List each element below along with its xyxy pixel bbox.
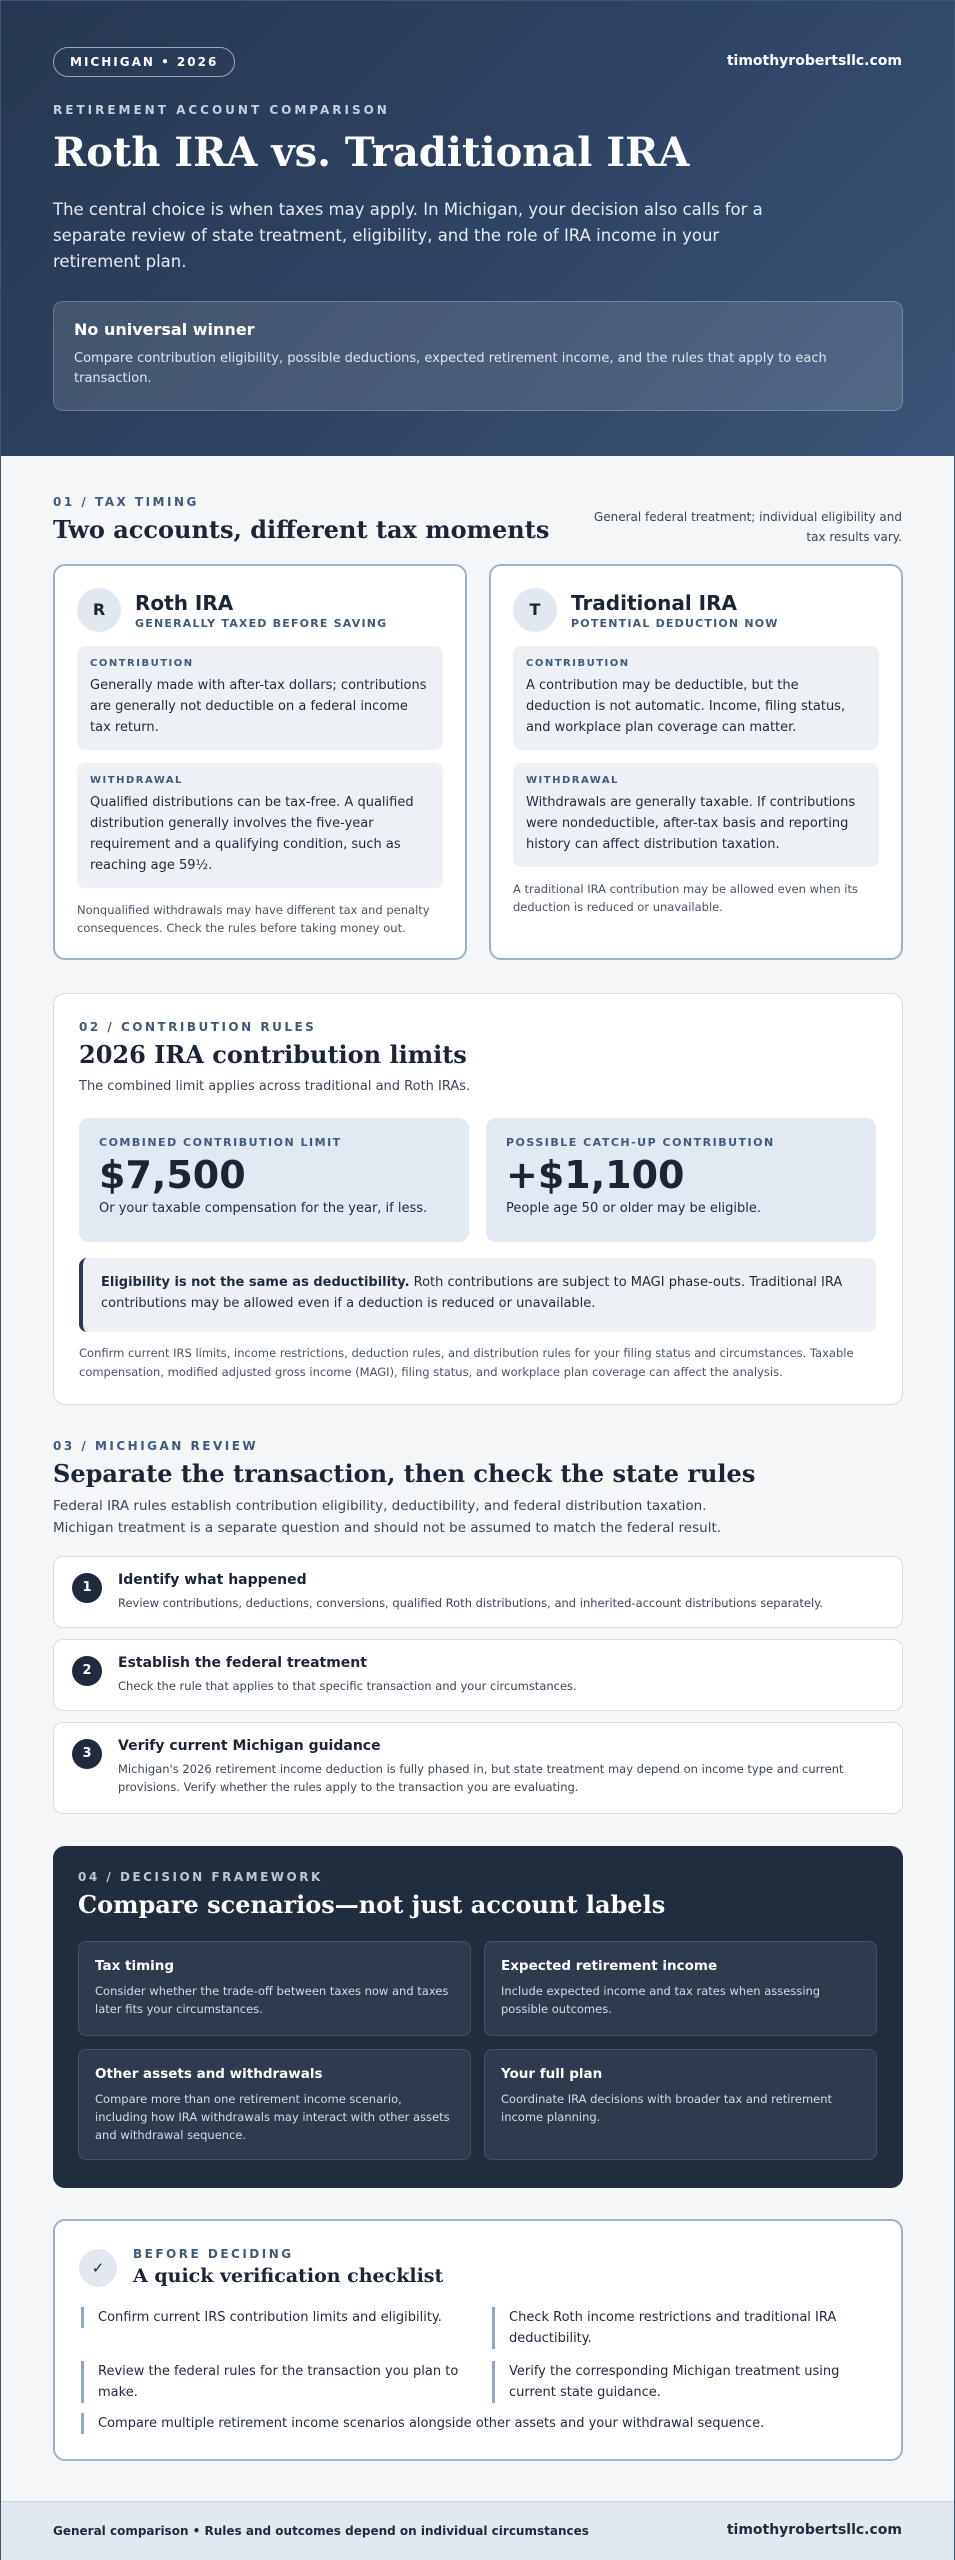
limits-subtitle: The combined limit applies across traditional and Roth IRAs. bbox=[79, 1079, 471, 1094]
traditional-withdrawal-text: Withdrawals are generally taxable. If contributions were nondeductible, after-tax basis and reporting history can affect distribution taxation. bbox=[526, 795, 856, 852]
tile-title: Other assets and withdrawals bbox=[95, 2066, 323, 2082]
combined-limit-stat bbox=[79, 1118, 469, 1242]
framework-tile bbox=[484, 1941, 877, 2036]
roth-ira-card bbox=[53, 564, 467, 960]
check-icon: ✓ bbox=[79, 2249, 117, 2287]
tile-text: Consider whether the trade-off between taxes now and taxes later fits your circumstances. bbox=[95, 1984, 449, 2016]
traditional-ira-subtitle: POTENTIAL DEDUCTION NOW bbox=[571, 616, 779, 630]
traditional-footnote: A traditional IRA contribution may be allowed even when its deduction is reduced or unavailable. bbox=[513, 882, 858, 914]
combined-limit-value: $7,500 bbox=[99, 1153, 246, 1197]
location-year-badge: MICHIGAN • 2026 bbox=[53, 47, 235, 77]
traditional-ira-card bbox=[489, 564, 903, 960]
tile-title: Tax timing bbox=[95, 1958, 175, 1974]
checklist-item: Verify the corresponding Michigan treatment using current state guidance. bbox=[492, 2361, 882, 2403]
traditional-contribution-box bbox=[513, 646, 879, 750]
roth-ira-name: Roth IRA bbox=[135, 590, 234, 615]
checklist-item: Compare multiple retirement income scenarios alongside other assets and your withdrawal sequence. bbox=[81, 2413, 881, 2434]
step-number: 2 bbox=[72, 1656, 102, 1686]
page-footer bbox=[1, 2501, 954, 2560]
step-text: Check the rule that applies to that specific transaction and your circumstances. bbox=[118, 1679, 577, 1693]
framework-tile bbox=[78, 1941, 471, 2036]
traditional-withdrawal-box bbox=[513, 763, 879, 867]
tax-timing-note: General federal treatment; individual eligibility and tax results vary. bbox=[593, 510, 902, 544]
framework-tile bbox=[78, 2049, 471, 2160]
step-title: Verify current Michigan guidance bbox=[118, 1738, 381, 1754]
verification-checklist bbox=[53, 2219, 903, 2461]
step-text: Review contributions, deductions, conversions, qualified Roth distributions, and inherited-account distributions separately. bbox=[118, 1596, 824, 1610]
callout-bold: Eligibility is not the same as deductibility. bbox=[101, 1275, 410, 1290]
hero-lede: The central choice is when taxes may apply. In Michigan, your decision also calls for a separate review of state treatment, eligibility, and the role of IRA income in your retirement plan. bbox=[53, 200, 763, 271]
hero-note-text: Compare contribution eligibility, possible deductions, expected retirement income, and the rules that apply to each transaction. bbox=[74, 351, 827, 386]
contribution-limits-card bbox=[53, 993, 903, 1405]
roth-withdrawal-text: Qualified distributions can be tax-free. A qualified distribution generally involves the five-year requirement and a qualifying condition, such as reaching age 59½. bbox=[90, 795, 414, 873]
site-link[interactable]: timothyrobertsllc.com bbox=[726, 53, 902, 69]
roth-initial-avatar: R bbox=[77, 588, 121, 632]
limits-footnote: Confirm current IRS limits, income restrictions, deduction rules, and distribution rules for your filing status and circumstances. Taxable compensation, modified adjusted gross income (MAGI), filing status, and workplace plan coverage can affect the analysis. bbox=[79, 1346, 854, 1379]
framework-eyebrow: 04 / DECISION FRAMEWORK bbox=[78, 1870, 323, 1884]
traditional-ira-name: Traditional IRA bbox=[571, 590, 738, 615]
traditional-withdrawal-label: WITHDRAWAL bbox=[526, 775, 619, 786]
traditional-contribution-label: CONTRIBUTION bbox=[526, 658, 630, 669]
hero-note-title: No universal winner bbox=[74, 320, 255, 339]
michigan-title: Separate the transaction, then check the state rules bbox=[53, 1459, 756, 1488]
tile-title: Your full plan bbox=[501, 2066, 603, 2082]
step-text: Michigan's 2026 retirement income deduction is fully phased in, but state treatment may depend on income type and current provisions. Verify whether the rules apply to the transaction you are evaluating. bbox=[118, 1762, 844, 1794]
roth-footnote: Nonqualified withdrawals may have different tax and penalty consequences. Check the rules before taking money out. bbox=[77, 903, 430, 935]
step-card bbox=[53, 1722, 903, 1814]
footer-disclaimer: General comparison • Rules and outcomes depend on individual circumstances bbox=[53, 2524, 589, 2538]
framework-tile bbox=[484, 2049, 877, 2160]
catch-up-stat bbox=[486, 1118, 876, 1242]
roth-contribution-box bbox=[77, 646, 443, 750]
hero-eyebrow: RETIREMENT ACCOUNT COMPARISON bbox=[53, 103, 390, 117]
traditional-initial-avatar: T bbox=[513, 588, 557, 632]
step-number: 1 bbox=[72, 1573, 102, 1603]
tile-text: Compare more than one retirement income scenario, including how IRA withdrawals may interact with other assets and withdrawal sequence. bbox=[95, 2092, 450, 2142]
checklist-item: Check Roth income restrictions and traditional IRA deductibility. bbox=[492, 2307, 882, 2349]
step-number: 3 bbox=[72, 1739, 102, 1769]
catch-up-subtext: People age 50 or older may be eligible. bbox=[506, 1201, 761, 1216]
tile-text: Include expected income and tax rates when assessing possible outcomes. bbox=[501, 1984, 821, 2016]
roth-contribution-label: CONTRIBUTION bbox=[90, 658, 194, 669]
michigan-eyebrow: 03 / MICHIGAN REVIEW bbox=[53, 1439, 259, 1453]
roth-withdrawal-label: WITHDRAWAL bbox=[90, 775, 183, 786]
limits-title: 2026 IRA contribution limits bbox=[79, 1040, 467, 1069]
catch-up-value: +$1,100 bbox=[506, 1153, 685, 1197]
footer-site-link[interactable]: timothyrobertsllc.com bbox=[726, 2522, 902, 2538]
tax-timing-eyebrow: 01 / TAX TIMING bbox=[53, 495, 199, 509]
eligibility-callout bbox=[79, 1258, 876, 1332]
roth-contribution-text: Generally made with after-tax dollars; contributions are generally not deductible on a federal income tax return. bbox=[90, 678, 427, 735]
hero-banner bbox=[1, 1, 954, 456]
tax-timing-title: Two accounts, different tax moments bbox=[53, 515, 550, 544]
tile-text: Coordinate IRA decisions with broader tax and retirement income planning. bbox=[501, 2092, 833, 2124]
framework-title: Compare scenarios—not just account labels bbox=[78, 1890, 666, 1919]
callout-text: Roth contributions are subject to MAGI phase-outs. Traditional IRA contributions may be allowed even if a deduction is reduced or unavailable. bbox=[101, 1275, 843, 1311]
checklist-eyebrow: BEFORE DECIDING bbox=[133, 2247, 294, 2261]
hero-note bbox=[53, 301, 903, 411]
page-title: Roth IRA vs. Traditional IRA bbox=[53, 129, 690, 176]
checklist-title: A quick verification checklist bbox=[133, 2265, 444, 2287]
michigan-subtitle: Federal IRA rules establish contribution eligibility, deductibility, and federal distribution taxation. Michigan treatment is a separate question and should not be assumed to match the federal result. bbox=[53, 1498, 722, 1536]
decision-framework-panel bbox=[53, 1846, 903, 2188]
catch-up-label: POSSIBLE CATCH-UP CONTRIBUTION bbox=[506, 1136, 775, 1149]
combined-limit-subtext: Or your taxable compensation for the year, if less. bbox=[99, 1201, 428, 1216]
checklist-item: Review the federal rules for the transaction you plan to make. bbox=[81, 2361, 471, 2403]
roth-withdrawal-box bbox=[77, 763, 443, 888]
step-title: Identify what happened bbox=[118, 1572, 307, 1588]
step-card bbox=[53, 1639, 903, 1711]
combined-limit-label: COMBINED CONTRIBUTION LIMIT bbox=[99, 1136, 342, 1149]
limits-eyebrow: 02 / CONTRIBUTION RULES bbox=[79, 1020, 317, 1034]
traditional-contribution-text: A contribution may be deductible, but the deduction is not automatic. Income, filing status, and workplace plan coverage can matter. bbox=[526, 678, 846, 735]
step-title: Establish the federal treatment bbox=[118, 1655, 367, 1671]
checklist-item: Confirm current IRS contribution limits and eligibility. bbox=[81, 2307, 471, 2328]
step-card bbox=[53, 1556, 903, 1628]
tile-title: Expected retirement income bbox=[501, 1958, 718, 1974]
roth-ira-subtitle: GENERALLY TAXED BEFORE SAVING bbox=[135, 616, 388, 630]
